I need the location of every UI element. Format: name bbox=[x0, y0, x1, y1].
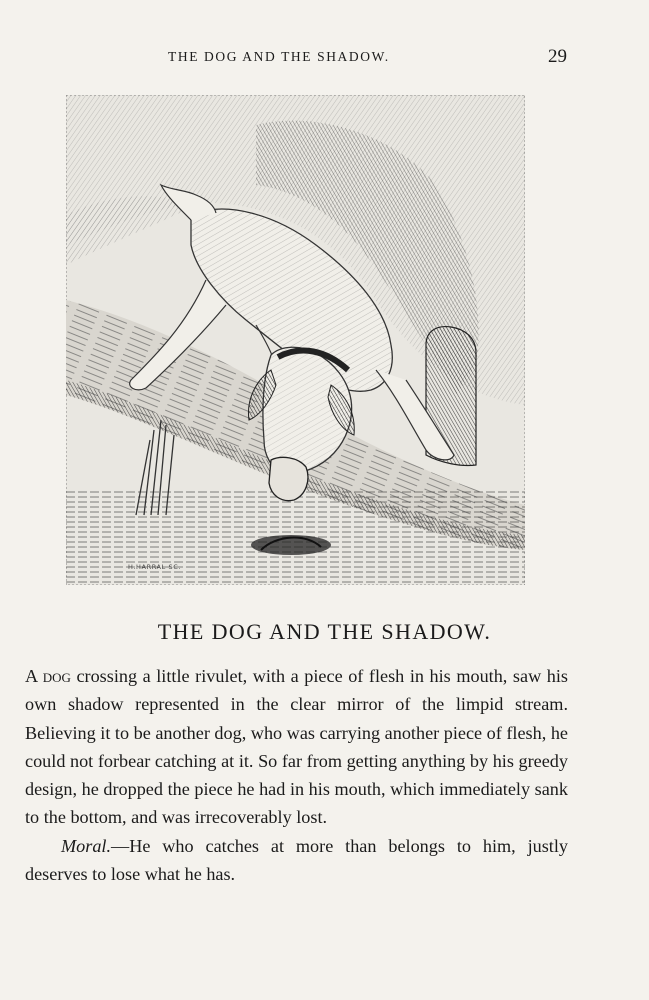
running-head bbox=[0, 46, 649, 70]
paragraph-text: crossing a little rivulet, with a piece of flesh in his mouth, saw his own shadow represented in the clear mirror of the limpid stream. Believing it to be another dog, who was carrying another piece of flesh, he could not forbear catching at it. So far from getting anything by his greedy design, he dropped the piece he had in his mouth, which immediately sank to the bottom, and was irrecoverably lost. bbox=[25, 666, 568, 828]
engraver-signature: H.HARRAL SC. bbox=[128, 563, 182, 571]
running-title: THE DOG AND THE SHADOW. bbox=[168, 49, 390, 64]
page-number: 29 bbox=[548, 46, 567, 67]
fable-paragraph bbox=[25, 662, 568, 832]
moral-paragraph bbox=[25, 832, 568, 889]
moral-text: —He who catches at more than belongs to him, justly deserves to lose what he has. bbox=[25, 835, 568, 885]
dog-on-log-engraving bbox=[66, 95, 525, 585]
lead-small-caps-word: dog bbox=[42, 666, 71, 686]
fable-title: THE DOG AND THE SHADOW. bbox=[157, 619, 492, 644]
engraving-illustration bbox=[66, 95, 525, 585]
lead-article: A bbox=[25, 666, 38, 686]
fable-body bbox=[25, 662, 568, 888]
moral-label: Moral. bbox=[61, 835, 112, 856]
